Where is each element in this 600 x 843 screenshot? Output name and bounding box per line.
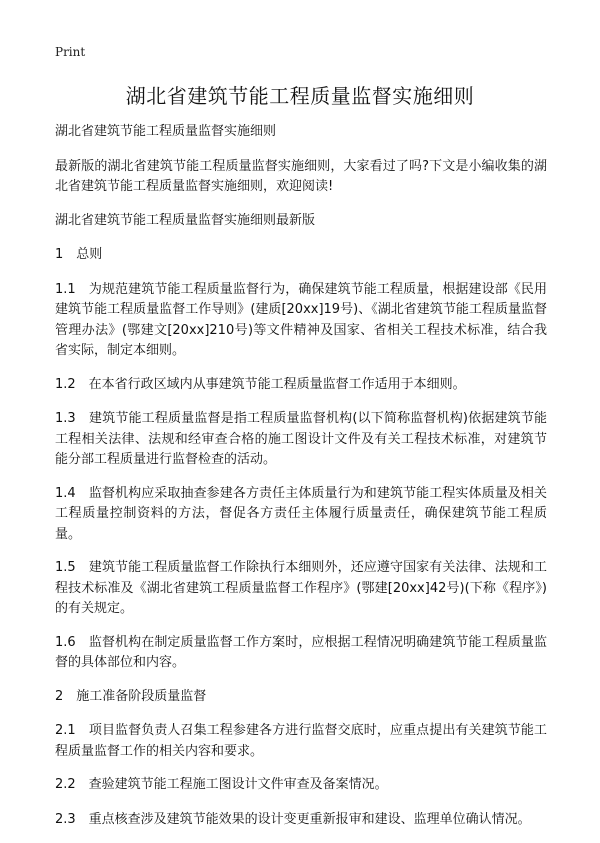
clause-1-4: 1.4 监督机构应采取抽查参建各方责任主体质量行为和建筑节能工程实体质量及相关工程质量控制资料的方法，督促各方责任主体履行质量责任，确保建筑节能工程质量。 bbox=[55, 485, 547, 542]
clause-1-6: 1.6 监督机构在制定质量监督工作方案时，应根据工程情况明确建筑节能工程质量监督的具体部位和内容。 bbox=[55, 634, 547, 670]
clause-1-1: 1.1 为规范建筑节能工程质量监督行为，确保建筑节能工程质量，根据建设部《民用建筑节能工程质量监督工作导则》(建质[20xx]19号)、《湖北省建筑节能工程质量监督管理办法》(鄂建文[20xx]210号)等文件精神及国家、省相关工程技术标准，结合我省实际，制定本细则。 bbox=[55, 281, 547, 358]
subtitle-paragraph: 湖北省建筑节能工程质量监督实施细则 bbox=[55, 124, 277, 139]
clause-2-3: 2.3 重点核查涉及建筑节能效果的设计变更重新报审和建设、监理单位确认情况。 bbox=[55, 811, 531, 827]
clause-2-2: 2.2 查验建筑节能工程施工图设计文件审查及备案情况。 bbox=[55, 777, 388, 792]
clause-1-5: 1.5 建筑节能工程质量监督工作除执行本细则外，还应遵守国家有关法律、法规和工程技术标准及《湖北省建筑工程质量监督工作程序》(鄂建[20xx]42号)(下称《程序》)的有关规定。 bbox=[55, 560, 547, 616]
clause-1-2: 1.2 在本省行政区域内从事建筑节能工程质量监督工作适用于本细则。 bbox=[55, 376, 466, 392]
clause-2-1: 2.1 项目监督负责人召集工程参建各方进行监督交底时，应重点提出有关建筑节能工程质量监督工作的相关内容和要求。 bbox=[55, 723, 547, 759]
page-title: 湖北省建筑节能工程质量监督实施细则 bbox=[125, 84, 475, 108]
intro-paragraph: 最新版的湖北省建筑节能工程质量监督实施细则，大家看过了吗?下文是小编收集的湖北省建筑节能工程质量监督实施细则，欢迎阅读! bbox=[55, 158, 547, 194]
section-heading-1: 1 总则 bbox=[55, 247, 103, 262]
document-body bbox=[55, 122, 547, 843]
print-label[interactable]: Print bbox=[55, 45, 86, 59]
version-heading: 湖北省建筑节能工程质量监督实施细则最新版 bbox=[55, 212, 316, 228]
section-heading-2: 2 施工准备阶段质量监督 bbox=[55, 688, 207, 704]
clause-1-3: 1.3 建筑节能工程质量监督是指工程质量监督机构(以下简称监督机构)依据建筑节能工程相关法律、法规和经审查合格的施工图设计文件及有关工程技术标准，对建筑节能分部工程质量进行监督检查的活动。 bbox=[55, 411, 547, 467]
